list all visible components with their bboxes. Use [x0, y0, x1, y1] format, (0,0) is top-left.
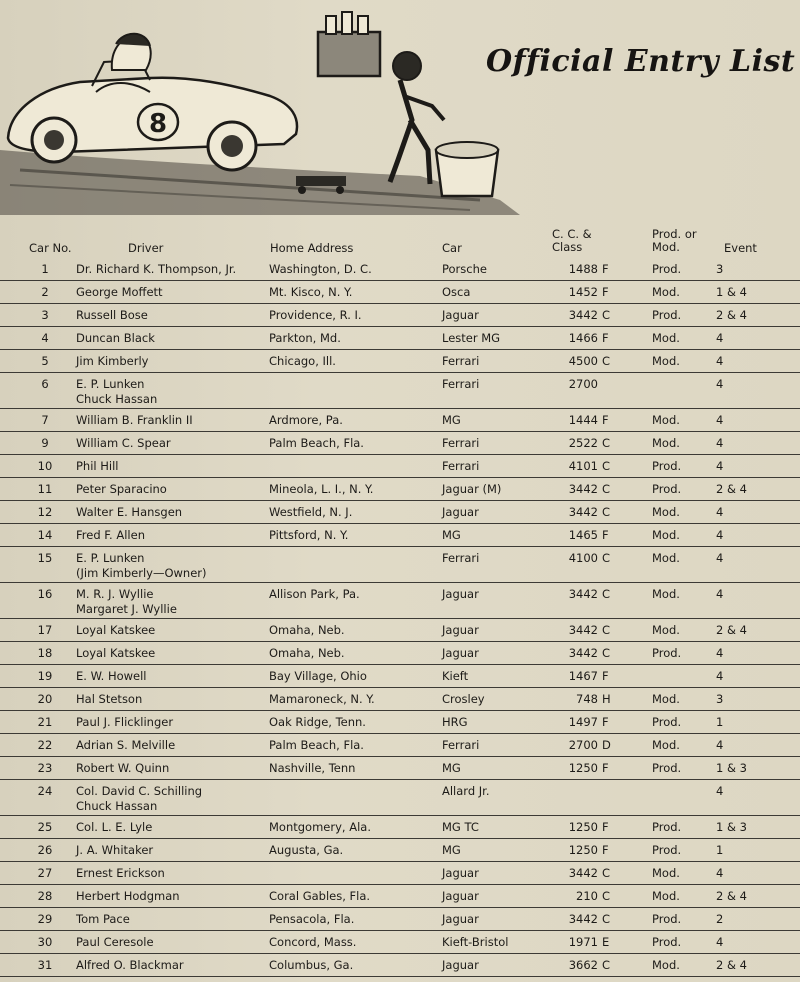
car-number: 7 — [41, 413, 49, 427]
driver-name: E. P. Lunken — [76, 551, 145, 565]
table-row — [0, 409, 800, 432]
event: 4 — [716, 587, 724, 601]
table-row — [0, 688, 800, 711]
home-address: Pensacola, Fla. — [269, 912, 355, 926]
prod-or-mod: Prod. — [652, 262, 682, 276]
prod-or-mod: Prod. — [652, 308, 682, 322]
engine-cc: 1250 — [568, 820, 598, 834]
event: 3 — [716, 262, 724, 276]
driver-name: Paul Ceresole — [76, 935, 154, 949]
car-make: Lester MG — [442, 331, 501, 345]
home-address: Ardmore, Pa. — [269, 413, 343, 427]
event: 4 — [716, 669, 724, 683]
event: 2 & 4 — [716, 482, 747, 496]
car-make: Jaguar — [442, 623, 479, 637]
car-number: 29 — [37, 912, 53, 926]
driver-name: Fred F. Allen — [76, 528, 145, 542]
page-title: Official Entry List — [486, 44, 796, 79]
car-make: Jaguar — [442, 587, 479, 601]
car-number: 31 — [37, 958, 53, 972]
driver-name: Herbert Hodgman — [76, 889, 180, 903]
engine-cc: 1250 — [568, 761, 598, 775]
table-row — [0, 780, 800, 816]
table-row — [0, 642, 800, 665]
engine-cc: 1465 — [568, 528, 598, 542]
home-address: Omaha, Neb. — [269, 646, 345, 660]
event: 4 — [716, 784, 724, 798]
engine-class: C — [602, 505, 611, 519]
car-make: MG — [442, 761, 461, 775]
table-row — [0, 931, 800, 954]
car-number: 26 — [37, 843, 53, 857]
engine-class: C — [602, 623, 611, 637]
home-address: Pittsford, N. Y. — [269, 528, 349, 542]
driver-name: Robert W. Quinn — [76, 761, 170, 775]
table-row — [0, 757, 800, 780]
engine-class: C — [602, 958, 611, 972]
engine-class: C — [602, 482, 611, 496]
table-row — [0, 373, 800, 409]
car-number: 5 — [41, 354, 49, 368]
engine-cc: 2700 — [568, 738, 598, 752]
col-header-prod-mod-line2: Mod. — [652, 240, 680, 254]
engine-class: C — [602, 551, 611, 565]
car-make: Ferrari — [442, 354, 480, 368]
driver-name: Alfred O. Blackmar — [76, 958, 184, 972]
prod-or-mod: Mod. — [652, 505, 680, 519]
col-header-cc-class-line2: Class — [552, 240, 583, 254]
car-number: 11 — [37, 482, 53, 496]
car-number: 10 — [37, 459, 53, 473]
driver-name: Col. L. E. Lyle — [76, 820, 153, 834]
engine-cc: 1971 — [568, 935, 598, 949]
driver-name-secondary: Chuck Hassan — [76, 392, 158, 406]
prod-or-mod: Mod. — [652, 623, 680, 637]
driver-name: William B. Franklin II — [76, 413, 193, 427]
prod-or-mod: Mod. — [652, 285, 680, 299]
car-number: 12 — [37, 505, 53, 519]
car-number: 20 — [37, 692, 53, 706]
event: 1 & 4 — [716, 285, 747, 299]
engine-class: C — [602, 587, 611, 601]
table-row — [0, 455, 800, 478]
car-make: MG TC — [442, 820, 479, 834]
engine-class: H — [602, 692, 611, 706]
car-number: 3 — [41, 308, 49, 322]
engine-class: F — [602, 331, 609, 345]
engine-cc: 4101 — [568, 459, 598, 473]
driver-name: Loyal Katskee — [76, 623, 156, 637]
home-address: Mt. Kisco, N. Y. — [269, 285, 353, 299]
driver-name: Hal Stetson — [76, 692, 143, 706]
car-number: 9 — [41, 436, 49, 450]
driver-name: Jim Kimberly — [76, 354, 149, 368]
car-make: Kieft — [442, 669, 469, 683]
driver-name: William C. Spear — [76, 436, 171, 450]
engine-class: F — [602, 761, 609, 775]
home-address: Concord, Mass. — [269, 935, 357, 949]
engine-cc: 1466 — [568, 331, 598, 345]
driver-name: Phil Hill — [76, 459, 119, 473]
driver-name: Dr. Richard K. Thompson, Jr. — [76, 262, 237, 276]
engine-class: C — [602, 436, 611, 450]
prod-or-mod: Prod. — [652, 459, 682, 473]
prod-or-mod: Mod. — [652, 551, 680, 565]
prod-or-mod: Prod. — [652, 761, 682, 775]
home-address: Montgomery, Ala. — [269, 820, 371, 834]
event: 4 — [716, 354, 724, 368]
home-address: Omaha, Neb. — [269, 623, 345, 637]
prod-or-mod: Mod. — [652, 331, 680, 345]
event: 4 — [716, 528, 724, 542]
driver-name: Walter E. Hansgen — [76, 505, 183, 519]
engine-class: C — [602, 889, 611, 903]
prod-or-mod: Prod. — [652, 715, 682, 729]
driver-name-secondary: Chuck Hassan — [76, 799, 158, 813]
driver-name: J. A. Whitaker — [76, 843, 154, 857]
engine-class: E — [602, 935, 610, 949]
prod-or-mod: Mod. — [652, 958, 680, 972]
car-make: Jaguar — [442, 866, 479, 880]
car-make: Osca — [442, 285, 471, 299]
prod-or-mod: Mod. — [652, 692, 680, 706]
table-row — [0, 839, 800, 862]
home-address: Chicago, Ill. — [269, 354, 336, 368]
driver-name: Ernest Erickson — [76, 866, 165, 880]
home-address: Providence, R. I. — [269, 308, 362, 322]
home-address: Mineola, L. I., N. Y. — [269, 482, 374, 496]
car-make: Jaguar — [442, 646, 479, 660]
prod-or-mod: Mod. — [652, 528, 680, 542]
event: 4 — [716, 436, 724, 450]
table-header — [0, 222, 800, 258]
engine-cc: 3442 — [568, 505, 598, 519]
col-header-home-address: Home Address — [270, 241, 354, 255]
prod-or-mod: Prod. — [652, 912, 682, 926]
engine-cc: 3662 — [568, 958, 598, 972]
engine-class: F — [602, 262, 609, 276]
prod-or-mod: Prod. — [652, 843, 682, 857]
prod-or-mod: Mod. — [652, 889, 680, 903]
home-address: Coral Gables, Fla. — [269, 889, 371, 903]
table-row — [0, 258, 800, 281]
home-address: Allison Park, Pa. — [269, 587, 360, 601]
engine-class: F — [602, 820, 609, 834]
col-header-car: Car — [442, 241, 462, 255]
engine-cc: 1444 — [568, 413, 598, 427]
event: 3 — [716, 692, 724, 706]
driver-name: M. R. J. Wyllie — [76, 587, 154, 601]
prod-or-mod: Mod. — [652, 413, 680, 427]
engine-cc: 3442 — [568, 912, 598, 926]
table-row — [0, 885, 800, 908]
engine-cc: 3442 — [568, 587, 598, 601]
engine-cc: 3442 — [568, 866, 598, 880]
home-address: Parkton, Md. — [269, 331, 341, 345]
car-number: 24 — [37, 784, 53, 798]
event: 1 & 3 — [716, 761, 747, 775]
prod-or-mod: Mod. — [652, 354, 680, 368]
event: 2 — [716, 912, 724, 926]
engine-class: C — [602, 646, 611, 660]
entry-table — [0, 258, 800, 977]
table-row — [0, 583, 800, 619]
event: 1 & 3 — [716, 820, 747, 834]
car-make: Allard Jr. — [442, 784, 490, 798]
driver-name: Loyal Katskee — [76, 646, 156, 660]
car-number: 14 — [37, 528, 53, 542]
table-row — [0, 665, 800, 688]
table-row — [0, 908, 800, 931]
driver-name: George Moffett — [76, 285, 163, 299]
prod-or-mod: Mod. — [652, 738, 680, 752]
driver-name: Duncan Black — [76, 331, 155, 345]
car-make: Ferrari — [442, 377, 480, 391]
engine-class: F — [602, 285, 609, 299]
car-make: Porsche — [442, 262, 487, 276]
event: 4 — [716, 331, 724, 345]
event: 1 — [716, 715, 724, 729]
event: 4 — [716, 459, 724, 473]
car-make: Ferrari — [442, 459, 480, 473]
table-row — [0, 524, 800, 547]
car-make: Jaguar — [442, 958, 479, 972]
car-number: 1 — [41, 262, 49, 276]
table-row — [0, 327, 800, 350]
engine-class: C — [602, 354, 611, 368]
car-make: Jaguar — [442, 505, 479, 519]
table-row — [0, 501, 800, 524]
engine-cc: 1488 — [568, 262, 598, 276]
event: 4 — [716, 505, 724, 519]
engine-class: C — [602, 459, 611, 473]
table-row — [0, 954, 800, 977]
car-number: 16 — [37, 587, 53, 601]
event: 4 — [716, 377, 724, 391]
car-number: 19 — [37, 669, 53, 683]
engine-class: C — [602, 912, 611, 926]
car-make: Kieft-Bristol — [442, 935, 509, 949]
engine-cc: 1452 — [568, 285, 598, 299]
engine-cc: 2700 — [568, 377, 598, 391]
car-make: MG — [442, 413, 461, 427]
home-address: Oak Ridge, Tenn. — [269, 715, 366, 729]
car-number-text: 8 — [148, 109, 168, 139]
car-number: 4 — [41, 331, 49, 345]
car-number: 22 — [37, 738, 53, 752]
event: 4 — [716, 551, 724, 565]
engine-cc: 3442 — [568, 308, 598, 322]
col-header-cc-class-line1: C. C. & — [552, 227, 592, 241]
table-row — [0, 862, 800, 885]
home-address: Nashville, Tenn — [269, 761, 356, 775]
engine-cc: 1467 — [568, 669, 598, 683]
event: 2 & 4 — [716, 308, 747, 322]
table-row — [0, 816, 800, 839]
driver-name-secondary: (Jim Kimberly—Owner) — [76, 566, 207, 580]
driver-name: Tom Pace — [76, 912, 130, 926]
engine-cc: 3442 — [568, 482, 598, 496]
prod-or-mod: Mod. — [652, 587, 680, 601]
car-number: 28 — [37, 889, 53, 903]
engine-cc: 1497 — [568, 715, 598, 729]
home-address: Mamaroneck, N. Y. — [269, 692, 375, 706]
engine-cc: 748 — [576, 692, 598, 706]
car-make: Jaguar (M) — [442, 482, 502, 496]
home-address: Washington, D. C. — [269, 262, 372, 276]
driver-name: Russell Bose — [76, 308, 148, 322]
engine-cc: 2522 — [568, 436, 598, 450]
car-make: MG — [442, 528, 461, 542]
event: 1 — [716, 843, 724, 857]
col-header-prod-mod-line1: Prod. or — [652, 227, 697, 241]
event: 2 & 4 — [716, 889, 747, 903]
event: 4 — [716, 866, 724, 880]
car-number: 2 — [41, 285, 49, 299]
car-number: 30 — [37, 935, 53, 949]
driver-name: E. W. Howell — [76, 669, 147, 683]
prod-or-mod: Prod. — [652, 935, 682, 949]
car-make: Ferrari — [442, 738, 480, 752]
col-header-car-no: Car No. — [29, 241, 72, 255]
engine-class: F — [602, 528, 609, 542]
engine-class: F — [602, 715, 609, 729]
engine-cc: 1250 — [568, 843, 598, 857]
car-number: 21 — [37, 715, 53, 729]
car-make: Ferrari — [442, 436, 480, 450]
car-number: 17 — [37, 623, 53, 637]
car-make: Ferrari — [442, 551, 480, 565]
car-number: 6 — [41, 377, 49, 391]
table-row — [0, 350, 800, 373]
home-address: Columbus, Ga. — [269, 958, 354, 972]
event: 4 — [716, 738, 724, 752]
race-car-cartoon-illustration — [0, 0, 520, 215]
prod-or-mod: Mod. — [652, 436, 680, 450]
engine-class: C — [602, 866, 611, 880]
driver-name: Adrian S. Melville — [76, 738, 176, 752]
event: 4 — [716, 935, 724, 949]
table-row — [0, 734, 800, 757]
event: 2 & 4 — [716, 623, 747, 637]
engine-class: F — [602, 669, 609, 683]
car-number: 15 — [37, 551, 53, 565]
prod-or-mod: Prod. — [652, 482, 682, 496]
table-row — [0, 281, 800, 304]
home-address: Westfield, N. J. — [269, 505, 353, 519]
table-row — [0, 619, 800, 642]
home-address: Palm Beach, Fla. — [269, 436, 364, 450]
engine-class: F — [602, 413, 609, 427]
engine-cc: 4100 — [568, 551, 598, 565]
car-make: Jaguar — [442, 912, 479, 926]
car-make: Crosley — [442, 692, 485, 706]
car-number: 23 — [37, 761, 53, 775]
car-number: 27 — [37, 866, 53, 880]
engine-class: C — [602, 308, 611, 322]
event: 4 — [716, 646, 724, 660]
home-address: Augusta, Ga. — [269, 843, 344, 857]
driver-name: Paul J. Flicklinger — [76, 715, 174, 729]
engine-class: F — [602, 843, 609, 857]
driver-name: E. P. Lunken — [76, 377, 145, 391]
driver-name: Peter Sparacino — [76, 482, 167, 496]
table-row — [0, 432, 800, 455]
engine-cc: 3442 — [568, 623, 598, 637]
table-row — [0, 711, 800, 734]
home-address: Palm Beach, Fla. — [269, 738, 364, 752]
table-row — [0, 478, 800, 501]
car-make: MG — [442, 843, 461, 857]
event: 4 — [716, 413, 724, 427]
col-header-driver: Driver — [128, 241, 164, 255]
car-number: 25 — [37, 820, 53, 834]
event: 2 & 4 — [716, 958, 747, 972]
table-row — [0, 547, 800, 583]
col-header-event: Event — [724, 241, 757, 255]
prod-or-mod: Prod. — [652, 820, 682, 834]
engine-class: D — [602, 738, 611, 752]
driver-name-secondary: Margaret J. Wyllie — [76, 602, 177, 616]
car-number: 18 — [37, 646, 53, 660]
engine-cc: 4500 — [568, 354, 598, 368]
driver-name: Col. David C. Schilling — [76, 784, 203, 798]
car-make: Jaguar — [442, 308, 479, 322]
car-make: HRG — [442, 715, 468, 729]
prod-or-mod: Prod. — [652, 646, 682, 660]
car-make: Jaguar — [442, 889, 479, 903]
prod-or-mod: Mod. — [652, 866, 680, 880]
engine-cc: 210 — [576, 889, 598, 903]
engine-cc: 3442 — [568, 646, 598, 660]
home-address: Bay Village, Ohio — [269, 669, 367, 683]
table-row — [0, 304, 800, 327]
